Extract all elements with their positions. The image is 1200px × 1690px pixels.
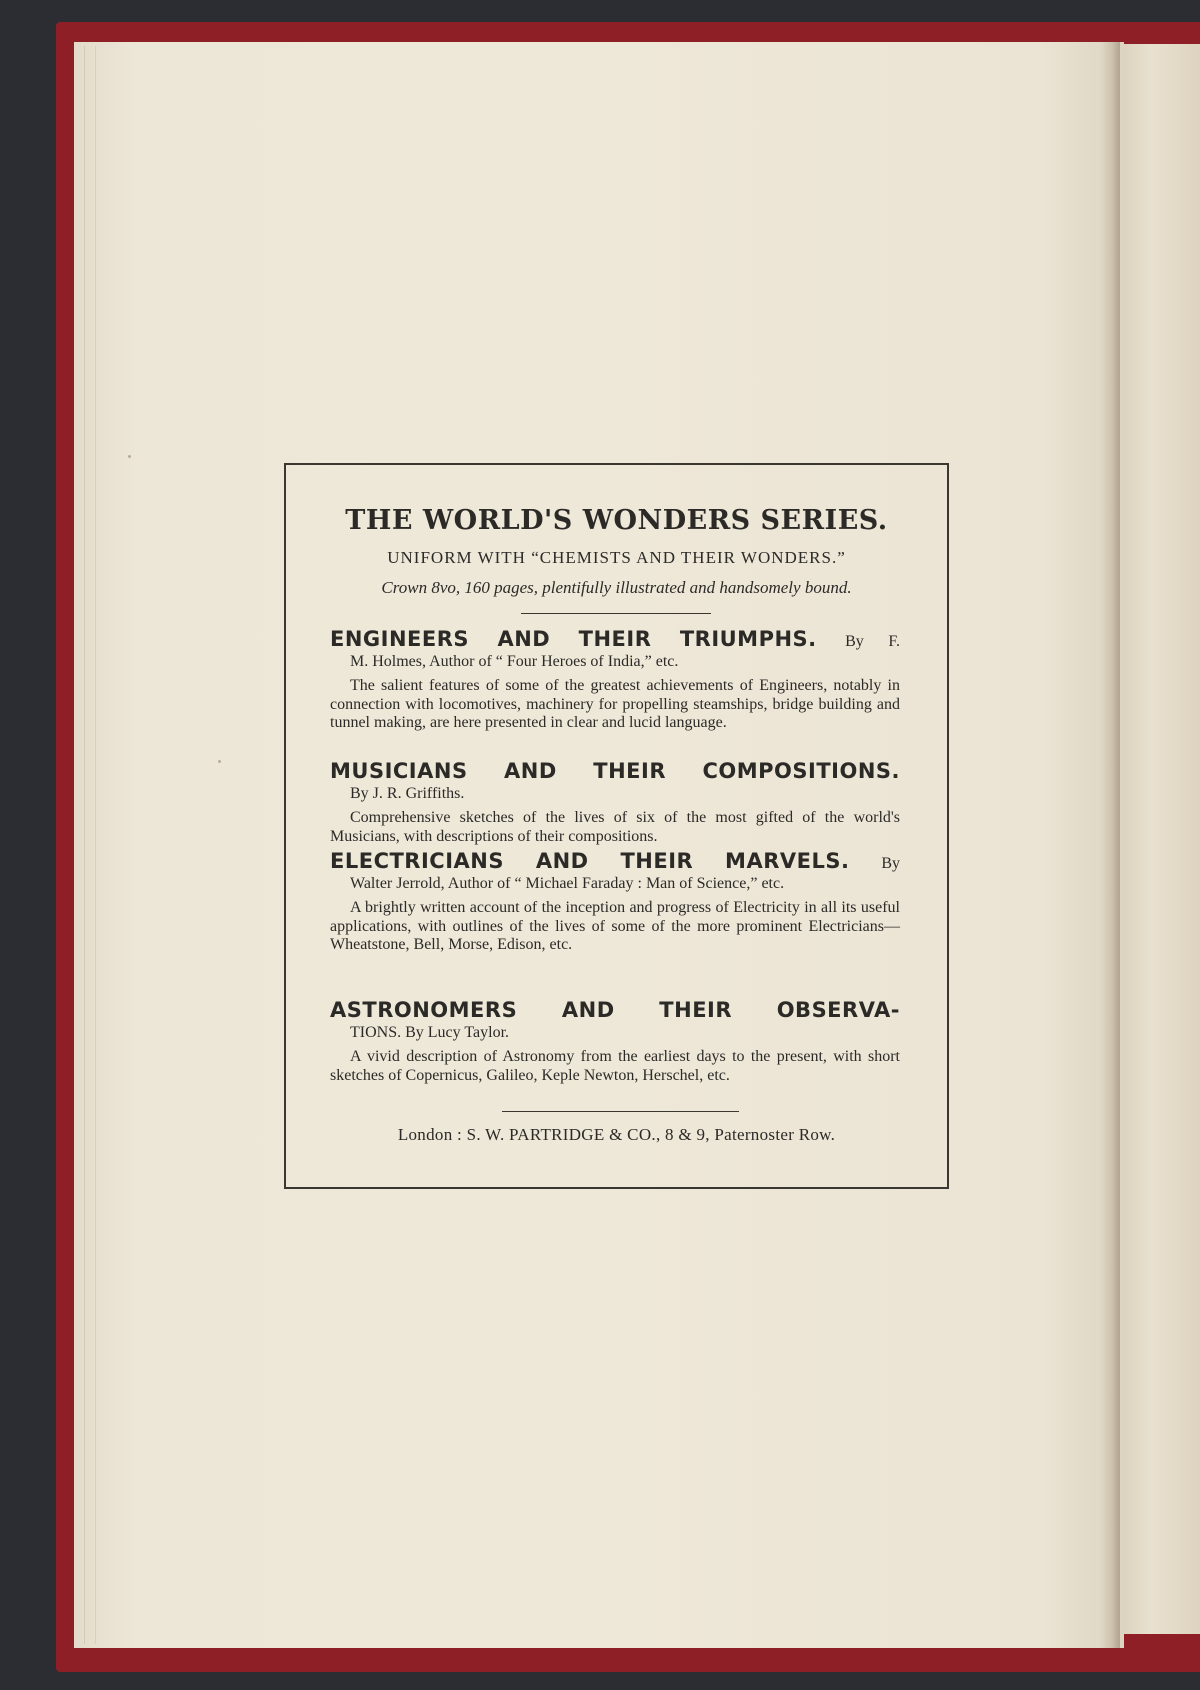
paper-speck [218,760,221,763]
entry-heading [330,999,900,1024]
entry-author: Walter Jerrold, Author of “ Michael Faraday : Man of Science,” etc. [350,875,785,892]
publisher-imprint: London : S. W. PARTRIDGE & CO., 8 & 9, Paternoster Row. [397,1125,836,1144]
series-uniform-note: UNIFORM WITH “CHEMISTS AND THEIR WONDERS.” [387,548,846,567]
entry-heading [330,628,900,653]
page-gutter-shadow [1100,42,1120,1648]
page-leaves-edge [84,46,96,1644]
entry-astronomers [330,999,900,1085]
paper-speck [128,455,131,458]
divider-rule [521,613,711,614]
advertisement-box [284,463,949,1189]
entry-by: By F. [845,633,901,650]
entry-by: By [881,855,901,872]
entry-title: ASTRONOMERS AND THEIR OBSERVA- [330,998,900,1022]
series-title: THE WORLD'S WONDERS SERIES. [345,505,888,536]
entry-heading [330,850,900,875]
entry-title: MUSICIANS AND THEIR COMPOSITIONS. [330,759,900,783]
entry-description: A vivid description of Astronomy from the earliest days to the present, with short sketches of Copernicus, Galileo, Keple Newton, Herschel, etc. [330,1048,900,1084]
entry-title: ELECTRICIANS AND THEIR MARVELS. [330,849,850,873]
entry-musicians [330,760,900,846]
entry-description: Comprehensive sketches of the lives of six of the most gifted of the world's Musicians, with descriptions of their compositions. [330,809,900,845]
entry-description: The salient features of some of the greatest achievements of Engineers, notably in connection with locomotives, machinery for propelling steamships, bridge building and tunnel making, are here presented in clear and lucid language. [330,677,900,731]
entry-heading [330,760,900,785]
entry-title: ENGINEERS AND THEIR TRIUMPHS. [330,627,817,651]
series-format-note: Crown 8vo, 160 pages, plentifully illustrated and handsomely bound. [381,578,852,597]
entry-author: By J. R. Griffiths. [350,785,465,802]
entry-description: A brightly written account of the inception and progress of Electricity in all its useful applications, with outlines of the lives of some of the more prominent Electricians—Wheatstone, Bell, Morse, Edison, etc. [330,899,900,953]
facing-page-edge [1118,44,1200,1634]
entry-author: TIONS. By Lucy Taylor. [350,1024,510,1041]
entry-author: M. Holmes, Author of “ Four Heroes of India,” etc. [350,653,679,670]
entry-engineers [330,628,900,733]
entry-electricians [330,850,900,955]
divider-rule [502,1111,739,1112]
